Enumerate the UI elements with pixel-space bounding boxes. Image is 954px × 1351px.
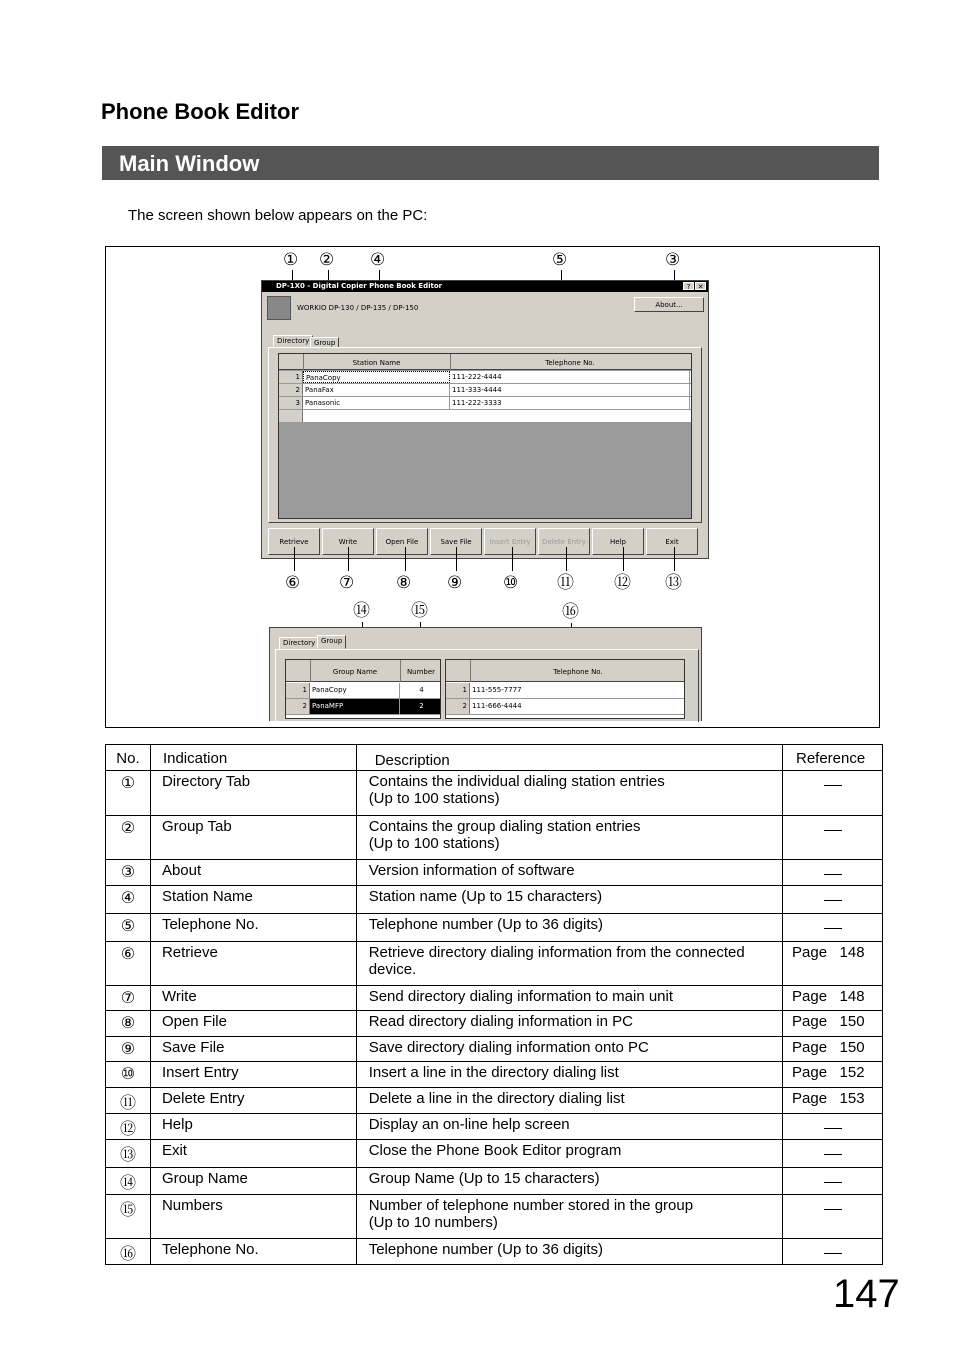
row-reference-none — [783, 1239, 883, 1265]
row-reference: Page 148 — [783, 942, 883, 986]
callout-8: ⑧ — [396, 573, 412, 593]
header-indication: Indication — [150, 745, 356, 771]
row-indication: Directory Tab — [150, 771, 356, 816]
description-line: Close the Phone Book Editor program — [368, 1142, 622, 1159]
row-number: ⑬ — [106, 1140, 151, 1168]
callout-12: ⑫ — [614, 573, 631, 593]
table-row[interactable]: 2 PanaFax 111-333-4444 — [279, 384, 691, 397]
row-number: ⑪ — [106, 1088, 151, 1114]
row-indication: Insert Entry — [150, 1062, 356, 1088]
table-row — [106, 1037, 883, 1062]
group-tab-window — [269, 627, 702, 721]
figure-frame — [105, 246, 880, 728]
help-title-button[interactable]: ? — [683, 282, 694, 290]
row-description — [356, 1140, 782, 1168]
table-row[interactable]: 2 111-666-4444 — [446, 699, 685, 715]
row-reference: Page 148 — [783, 986, 883, 1011]
row-reference-none — [783, 1114, 883, 1140]
description-line: Telephone number (Up to 36 digits) — [368, 1241, 603, 1258]
row-indication: Open File — [150, 1011, 356, 1037]
row-indication: About — [150, 860, 356, 886]
callout-15: ⑮ — [411, 601, 428, 621]
em-dash — [824, 900, 842, 901]
description-line: Display an on-line help screen — [368, 1116, 570, 1133]
em-dash — [824, 1128, 842, 1129]
row-reference: Page 152 — [783, 1062, 883, 1088]
em-dash — [824, 830, 842, 831]
em-dash — [824, 785, 842, 786]
leader-8 — [405, 547, 406, 571]
callout-4: ④ — [370, 250, 386, 270]
row-description — [356, 1168, 782, 1195]
callout-6: ⑥ — [285, 573, 301, 593]
row-number: ⑤ — [106, 914, 151, 942]
row-indication: Save File — [150, 1037, 356, 1062]
delete-entry-button[interactable]: Delete Entry — [538, 528, 590, 555]
row-number: ④ — [106, 886, 151, 914]
row-description — [356, 1062, 782, 1088]
row-description — [356, 1195, 782, 1239]
save-file-button[interactable]: Save File — [430, 528, 482, 555]
row-number: ⑧ — [106, 1011, 151, 1037]
table-row — [106, 942, 883, 986]
row-number: ⑦ — [106, 986, 151, 1011]
row-number: ⑮ — [106, 1195, 151, 1239]
intro-text: The screen shown below appears on the PC: — [128, 207, 428, 224]
table-row — [106, 860, 883, 886]
em-dash — [824, 874, 842, 875]
table-row — [106, 771, 883, 816]
table-row — [106, 816, 883, 860]
description-line: Read directory dialing information in PC — [368, 1013, 633, 1030]
description-line: Version information of software — [368, 862, 575, 879]
tab-group[interactable]: Group — [310, 337, 339, 347]
description-line: device. — [368, 961, 417, 978]
row-indication: Delete Entry — [150, 1088, 356, 1114]
callout-1: ① — [283, 250, 299, 270]
row-number: ⑭ — [106, 1168, 151, 1195]
callout-13: ⑬ — [665, 573, 682, 593]
group-tel-header — [446, 660, 685, 682]
group-grid — [285, 659, 441, 719]
group-telephone-grid — [445, 659, 685, 719]
row-reference: Page 150 — [783, 1037, 883, 1062]
callout-10: ⑩ — [503, 573, 519, 593]
row-reference-none — [783, 1195, 883, 1239]
column-group-telephone-no[interactable]: Telephone No. — [553, 668, 603, 676]
em-dash — [824, 928, 842, 929]
leader-10 — [512, 547, 513, 571]
row-description — [356, 886, 782, 914]
close-title-button[interactable]: ✕ — [695, 282, 706, 290]
row-indication: Write — [150, 986, 356, 1011]
callout-3: ③ — [665, 250, 681, 270]
table-row — [106, 986, 883, 1011]
row-number: ① — [106, 771, 151, 816]
row-description — [356, 1037, 782, 1062]
row-description — [356, 1088, 782, 1114]
grid-header — [279, 354, 692, 370]
insert-entry-button[interactable]: Insert Entry — [484, 528, 536, 555]
table-row — [106, 1114, 883, 1140]
row-reference-none — [783, 1140, 883, 1168]
table-header-row — [106, 745, 883, 771]
description-line: Save directory dialing information onto PC — [368, 1039, 649, 1056]
open-file-button[interactable]: Open File — [376, 528, 428, 555]
row-reference-none — [783, 1168, 883, 1195]
column-group-name[interactable]: Group Name — [332, 668, 378, 676]
table-row[interactable]: 1 PanaCopy 111-222-4444 — [279, 371, 691, 384]
row-reference-none — [783, 860, 883, 886]
tab-directory[interactable]: Directory — [279, 637, 319, 649]
callout-5: ⑤ — [552, 250, 568, 270]
row-description — [356, 986, 782, 1011]
indication-table — [105, 744, 883, 1265]
leader-12 — [623, 547, 624, 571]
section-banner: Main Window — [102, 146, 879, 180]
table-row — [106, 1168, 883, 1195]
row-indication: Group Tab — [150, 816, 356, 860]
table-row[interactable]: 3 Panasonic 111-222-3333 — [279, 397, 691, 410]
row-description — [356, 860, 782, 886]
directory-grid — [278, 353, 692, 519]
row-indication: Telephone No. — [150, 914, 356, 942]
row-reference-none — [783, 771, 883, 816]
table-row[interactable]: 1 111-555-7777 — [446, 683, 685, 699]
description-line: (Up to 10 numbers) — [368, 1214, 498, 1231]
retrieve-button[interactable]: Retrieve — [268, 528, 320, 555]
row-indication: Retrieve — [150, 942, 356, 986]
table-row — [106, 1088, 883, 1114]
leader-13 — [674, 547, 675, 571]
header-description: Description — [356, 745, 782, 771]
description-line: Telephone number (Up to 36 digits) — [368, 916, 603, 933]
em-dash — [824, 1209, 842, 1210]
callout-7: ⑦ — [339, 573, 355, 593]
em-dash — [824, 1182, 842, 1183]
row-number: ③ — [106, 860, 151, 886]
description-line: Delete a line in the directory dialing list — [368, 1090, 625, 1107]
row-indication: Telephone No. — [150, 1239, 356, 1265]
row-description — [356, 816, 782, 860]
callout-14: ⑭ — [353, 601, 370, 621]
column-telephone-no[interactable]: Telephone No. — [545, 359, 595, 367]
row-indication: Numbers — [150, 1195, 356, 1239]
model-label: WORKIO DP-130 / DP-135 / DP-150 — [297, 304, 419, 312]
row-reference-none — [783, 914, 883, 942]
em-dash — [824, 1154, 842, 1155]
page-number: 147 — [833, 1272, 900, 1316]
row-number: ② — [106, 816, 151, 860]
callout-16: ⑯ — [562, 602, 579, 622]
description-line: Retrieve directory dialing information from the connected — [368, 944, 745, 961]
section-title: Phone Book Editor — [101, 99, 299, 124]
row-number: ⑨ — [106, 1037, 151, 1062]
tab-directory[interactable]: Directory — [273, 335, 313, 347]
row-description — [356, 1114, 782, 1140]
row-indication: Exit — [150, 1140, 356, 1168]
leader-6 — [294, 547, 295, 571]
exit-button[interactable]: Exit — [646, 528, 698, 555]
description-line: (Up to 100 stations) — [368, 835, 500, 852]
description-line: Number of telephone number stored in the group — [368, 1197, 694, 1214]
description-line: (Up to 100 stations) — [368, 790, 500, 807]
em-dash — [824, 1253, 842, 1254]
column-number[interactable]: Number — [406, 668, 436, 676]
row-description — [356, 1239, 782, 1265]
row-reference-none — [783, 816, 883, 860]
table-row — [106, 1195, 883, 1239]
table-row[interactable]: 2 PanaMFP 2 — [286, 699, 441, 715]
write-button[interactable]: Write — [322, 528, 374, 555]
description-line: Send directory dialing information to main unit — [368, 988, 674, 1005]
row-number: ⑯ — [106, 1239, 151, 1265]
row-number: ⑩ — [106, 1062, 151, 1088]
callout-11: ⑪ — [557, 573, 574, 593]
empty-row — [279, 410, 691, 423]
table-row — [106, 1011, 883, 1037]
phone-book-editor-window — [261, 280, 709, 559]
description-line: Contains the group dialing station entries — [368, 818, 641, 835]
description-line: Insert a line in the directory dialing list — [368, 1064, 619, 1081]
row-indication: Help — [150, 1114, 356, 1140]
row-number: ⑫ — [106, 1114, 151, 1140]
row-reference: Page 150 — [783, 1011, 883, 1037]
table-row — [106, 886, 883, 914]
row-reference-none — [783, 886, 883, 914]
row-description — [356, 771, 782, 816]
description-line: Station name (Up to 15 characters) — [368, 888, 603, 905]
group-grid-header — [286, 660, 441, 682]
window-titlebar: DP-1X0 - Digital Copier Phone Book Editor — [262, 281, 708, 292]
table-row — [106, 1062, 883, 1088]
row-indication: Group Name — [150, 1168, 356, 1195]
row-description — [356, 914, 782, 942]
copier-icon — [267, 296, 291, 320]
tab-group[interactable]: Group — [317, 635, 346, 649]
column-station-name[interactable]: Station Name — [352, 359, 401, 367]
callout-9: ⑨ — [447, 573, 463, 593]
description-line: Group Name (Up to 15 characters) — [368, 1170, 600, 1187]
table-row — [106, 914, 883, 942]
description-line: Contains the individual dialing station entries — [368, 773, 665, 790]
table-row — [106, 1239, 883, 1265]
help-button[interactable]: Help — [592, 528, 644, 555]
row-description — [356, 1011, 782, 1037]
row-reference: Page 153 — [783, 1088, 883, 1114]
header-reference: Reference — [783, 745, 883, 771]
leader-7 — [348, 547, 349, 571]
about-button[interactable]: About... — [634, 297, 704, 312]
row-description — [356, 942, 782, 986]
row-indication: Station Name — [150, 886, 356, 914]
table-row[interactable]: 1 PanaCopy 4 — [286, 683, 441, 699]
table-row — [106, 1140, 883, 1168]
row-number: ⑥ — [106, 942, 151, 986]
leader-11 — [566, 547, 567, 571]
leader-9 — [456, 547, 457, 571]
callout-2: ② — [319, 250, 335, 270]
header-no: No. — [106, 745, 151, 771]
